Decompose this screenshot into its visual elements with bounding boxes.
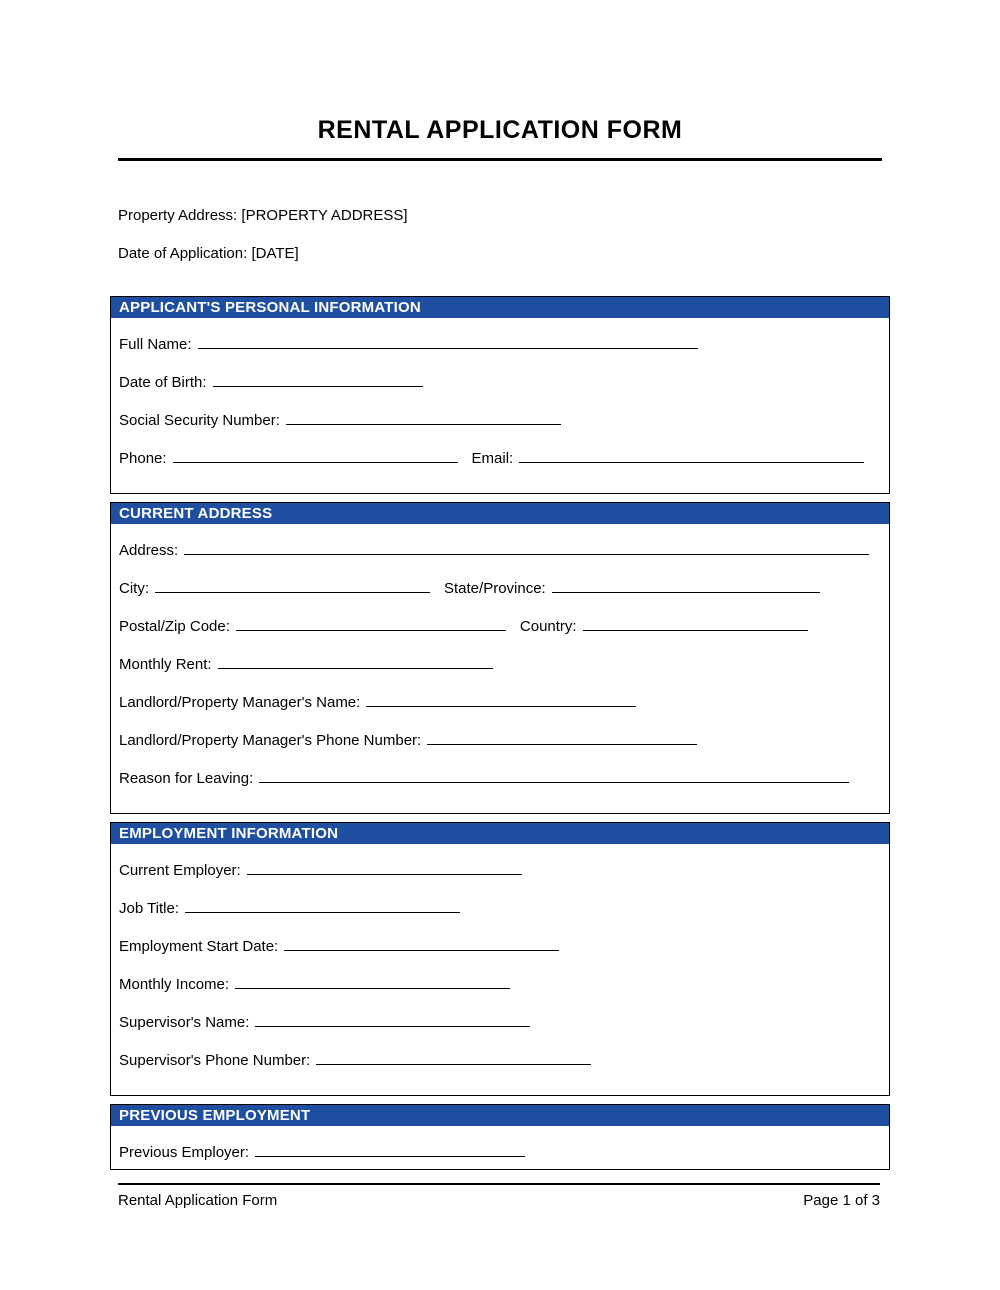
section-body-current-address: [111, 524, 889, 813]
address-row: [119, 540, 881, 561]
country-label: Country:: [519, 618, 577, 635]
phone-label: Phone:: [119, 450, 167, 467]
ssn-row: [119, 410, 881, 431]
email-blank[interactable]: [519, 448, 864, 463]
footer-page-number: Page 1 of 3: [803, 1192, 880, 1209]
state-label: State/Province:: [444, 580, 546, 597]
address-blank[interactable]: [184, 540, 869, 555]
full-name-blank[interactable]: [198, 334, 698, 349]
section-body-personal: [111, 318, 889, 493]
section-title: CURRENT ADDRESS: [119, 505, 273, 522]
monthly-rent-blank[interactable]: [218, 654, 493, 669]
monthly-rent-row: [119, 654, 881, 675]
state-blank[interactable]: [552, 578, 820, 593]
job-title-blank[interactable]: [185, 898, 460, 913]
supervisor-name-row: [119, 1012, 881, 1033]
phone-blank[interactable]: [173, 448, 458, 463]
section-current-address: [110, 502, 890, 814]
monthly-income-row: [119, 974, 881, 995]
date-of-birth-blank[interactable]: [213, 372, 423, 387]
previous-employer-label: Previous Employer:: [119, 1144, 250, 1161]
postal-label: Postal/Zip Code:: [119, 618, 230, 635]
section-header-employment: [111, 823, 889, 844]
application-date-placeholder: [DATE]: [251, 245, 299, 262]
landlord-phone-label: Landlord/Property Manager's Phone Number:: [119, 732, 422, 749]
landlord-name-row: [119, 692, 881, 713]
section-body-employment: [111, 844, 889, 1095]
city-label: City:: [119, 580, 149, 597]
ssn-label: Social Security Number:: [119, 412, 280, 429]
date-of-birth-label: Date of Birth:: [119, 374, 207, 391]
previous-employer-blank[interactable]: [255, 1142, 525, 1157]
reason-for-leaving-row: [119, 768, 881, 789]
intro-block: [118, 206, 882, 264]
supervisor-name-blank[interactable]: [255, 1012, 530, 1027]
reason-for-leaving-blank[interactable]: [259, 768, 849, 783]
section-body-previous-employment: [111, 1126, 889, 1169]
monthly-income-blank[interactable]: [235, 974, 510, 989]
current-employer-row: [119, 860, 881, 881]
supervisor-name-label: Supervisor's Name:: [119, 1014, 250, 1031]
section-title: APPLICANT'S PERSONAL INFORMATION: [119, 299, 421, 316]
section-title: EMPLOYMENT INFORMATION: [119, 825, 339, 842]
supervisor-phone-label: Supervisor's Phone Number:: [119, 1052, 311, 1069]
ssn-blank[interactable]: [286, 410, 561, 425]
property-address-line: [118, 206, 882, 226]
application-date-label: Date of Application:: [118, 245, 248, 262]
application-date-line: [118, 244, 882, 264]
supervisor-phone-row: [119, 1050, 881, 1071]
email-label: Email:: [471, 450, 514, 467]
postal-country-row: [119, 616, 881, 637]
section-personal-information: [110, 296, 890, 494]
postal-blank[interactable]: [236, 616, 506, 631]
country-blank[interactable]: [583, 616, 808, 631]
previous-employer-row: [119, 1142, 881, 1163]
full-name-label: Full Name:: [119, 336, 192, 353]
employment-start-date-label: Employment Start Date:: [119, 938, 279, 955]
page-title: RENTAL APPLICATION FORM: [317, 116, 683, 144]
page-footer: [118, 1183, 880, 1209]
city-state-row: [119, 578, 881, 599]
section-employment-information: [110, 822, 890, 1096]
footer-document-name: Rental Application Form: [118, 1192, 278, 1209]
property-address-placeholder: [PROPERTY ADDRESS]: [241, 207, 408, 224]
address-label: Address:: [119, 542, 179, 559]
section-previous-employment: [110, 1104, 890, 1170]
employment-start-date-row: [119, 936, 881, 957]
monthly-rent-label: Monthly Rent:: [119, 656, 212, 673]
section-header-personal: [111, 297, 889, 318]
footer-divider: [118, 1183, 880, 1185]
property-address-label: Property Address:: [118, 207, 238, 224]
landlord-phone-row: [119, 730, 881, 751]
reason-for-leaving-label: Reason for Leaving:: [119, 770, 254, 787]
landlord-name-blank[interactable]: [366, 692, 636, 707]
section-header-previous-employment: [111, 1105, 889, 1126]
title-divider: [118, 158, 882, 161]
job-title-label: Job Title:: [119, 900, 180, 917]
landlord-phone-blank[interactable]: [427, 730, 697, 745]
employment-start-date-blank[interactable]: [284, 936, 559, 951]
monthly-income-label: Monthly Income:: [119, 976, 230, 993]
date-of-birth-row: [119, 372, 881, 393]
full-name-row: [119, 334, 881, 355]
section-header-current-address: [111, 503, 889, 524]
city-blank[interactable]: [155, 578, 430, 593]
phone-email-row: [119, 448, 881, 469]
current-employer-blank[interactable]: [247, 860, 522, 875]
landlord-name-label: Landlord/Property Manager's Name:: [119, 694, 361, 711]
current-employer-label: Current Employer:: [119, 862, 241, 879]
section-title: PREVIOUS EMPLOYMENT: [119, 1107, 311, 1124]
form-sections: [110, 296, 890, 1170]
supervisor-phone-blank[interactable]: [316, 1050, 591, 1065]
job-title-row: [119, 898, 881, 919]
